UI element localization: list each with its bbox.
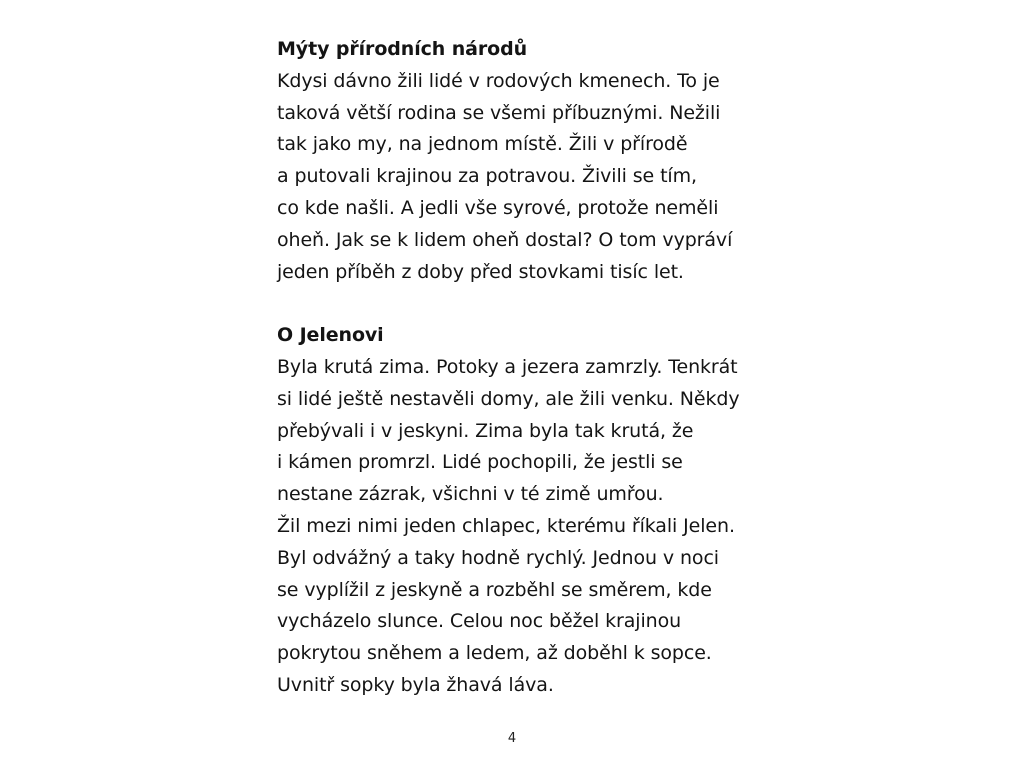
paragraph-line: Uvnitř sopky byla žhavá láva. — [277, 673, 554, 696]
section-o-jelenovi — [277, 320, 777, 702]
section-heading: Mýty přírodních národů — [277, 38, 528, 60]
paragraph-line: taková větší rodina se všemi příbuznými. Nežili — [277, 101, 721, 124]
paragraph-line: oheň. Jak se k lidem oheň dostal? O tom vypráví — [277, 228, 733, 251]
paragraph-line: co kde našli. A jedli vše syrové, protože neměli — [277, 196, 719, 219]
section-heading: O Jelenovi — [277, 324, 384, 347]
page-number: 4 — [507, 731, 517, 746]
paragraph-line: Byla krutá zima. Potoky a jezera zamrzly. Tenkrát — [277, 355, 738, 378]
paragraph-line: jeden příběh z doby před stovkami tisíc let. — [277, 260, 684, 283]
paragraph-line: Kdysi dávno žili lidé v rodových kmenech. To je — [277, 69, 720, 92]
paragraph-line: si lidé ještě nestavěli domy, ale žili venku. Někdy — [277, 387, 740, 410]
paragraph-line: a putovali krajinou za potravou. Živili se tím, — [277, 165, 697, 188]
paragraph-line: tak jako my, na jednom místě. Žili v přírodě — [277, 133, 688, 156]
section-spacer — [277, 288, 777, 320]
paragraph-line: se vyplížil z jeskyně a rozběhl se směrem, kde — [277, 578, 712, 601]
paragraph-line: Žil mezi nimi jeden chlapec, kterému říkali Jelen. — [277, 514, 735, 537]
paragraph-line: přebývali i v jeskyni. Zima byla tak krutá, že — [277, 419, 694, 442]
paragraph-line: nestane zázrak, všichni v té zimě umřou. — [277, 483, 664, 506]
paragraph-line: Byl odvážný a taky hodně rychlý. Jednou v noci — [277, 546, 719, 569]
text-column — [277, 34, 777, 702]
paragraph-line: pokrytou sněhem a ledem, až doběhl k sopce. — [277, 642, 712, 665]
paragraph-line: i kámen promrzl. Lidé pochopili, že jestli se — [277, 451, 683, 474]
section-myty — [277, 34, 777, 288]
paragraph-line: vycházelo slunce. Celou noc běžel krajinou — [277, 610, 682, 633]
